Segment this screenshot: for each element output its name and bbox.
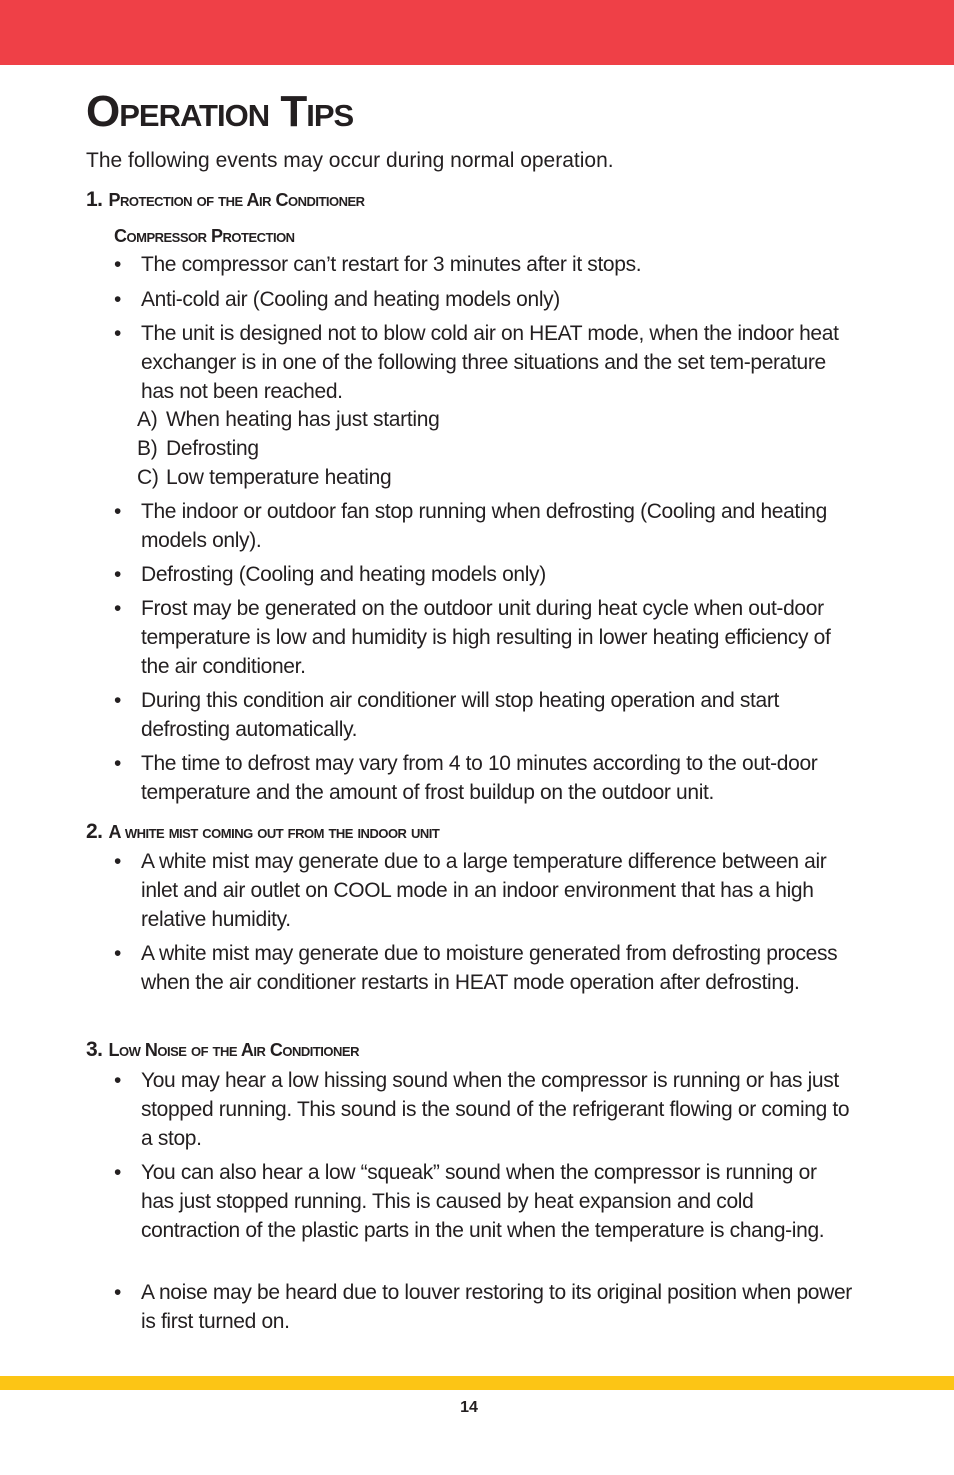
- bullet-icon: •: [114, 1161, 122, 1184]
- bullet-icon: •: [114, 1281, 122, 1304]
- list-item: [114, 939, 854, 997]
- list-item-text: The time to defrost may vary from 4 to 10 minutes according to the out-door temperature and the amount of frost buildup on the outdoor unit.: [141, 752, 818, 804]
- situation-item: [137, 434, 259, 463]
- list-item-text: You may hear a low hissing sound when the compressor is running or has just stopped running. This sound is the sound of the refrigerant flowing or coming to a stop.: [141, 1069, 850, 1150]
- bullet-icon: •: [114, 850, 122, 873]
- top-color-band: [0, 0, 954, 65]
- bottom-color-band: [0, 1376, 954, 1390]
- list-item: [114, 319, 854, 406]
- section-number: 3.: [86, 1038, 103, 1061]
- list-item-text: The compressor can’t restart for 3 minutes after it stops.: [141, 253, 642, 276]
- section-title: Protection of the Air Conditioner: [108, 190, 365, 210]
- list-item-text: You can also hear a low “squeak” sound when the compressor is running or has just stopped running. This is caused by heat expansion and cold contraction of the plastic parts in the unit when the temperature is chang-ing.: [141, 1161, 825, 1242]
- bullet-icon: •: [114, 942, 122, 965]
- bullet-icon: •: [114, 288, 122, 311]
- section-title: A white mist coming out from the indoor unit: [108, 822, 440, 842]
- section-title: Low Noise of the Air Conditioner: [108, 1040, 359, 1060]
- list-item-text: During this condition air conditioner will stop heating operation and start defrosting automatically.: [141, 689, 779, 741]
- bullet-icon: •: [114, 500, 122, 523]
- list-item-text: A noise may be heard due to louver restoring to its original position when power is first turned on.: [141, 1281, 852, 1333]
- bullet-icon: •: [114, 253, 122, 276]
- list-item: [114, 686, 854, 744]
- list-item: [114, 749, 854, 807]
- page-title: Operation Tips: [86, 87, 354, 136]
- list-item: [114, 250, 854, 279]
- situation-text: Low temperature heating: [166, 466, 392, 489]
- list-item: [114, 594, 854, 681]
- list-item: [114, 1278, 854, 1336]
- bullet-icon: •: [114, 1069, 122, 1092]
- bullet-icon: •: [114, 689, 122, 712]
- section-number: 1.: [86, 188, 103, 211]
- list-item: [114, 560, 854, 589]
- situation-item: [137, 405, 440, 434]
- situation-item: [137, 463, 391, 492]
- situation-text: Defrosting: [166, 437, 259, 460]
- situation-letter: C): [137, 466, 159, 489]
- situation-letter: A): [137, 408, 158, 431]
- list-item-text: The unit is designed not to blow cold air on HEAT mode, when the indoor heat exchanger is in one of the following three situations and the set tem-perature has not been reached.: [141, 322, 839, 403]
- bullet-icon: •: [114, 597, 122, 620]
- section-heading-white-mist: [86, 820, 439, 844]
- list-item: [114, 847, 854, 934]
- list-item-text: Frost may be generated on the outdoor unit during heat cycle when out-door temperature is low and humidity is high resulting in lower heating efficiency of the air conditioner.: [141, 597, 831, 678]
- list-item: [114, 497, 854, 555]
- list-item-text: Anti-cold air (Cooling and heating models only): [141, 288, 560, 311]
- list-item: [114, 285, 854, 314]
- list-item: [114, 1158, 854, 1245]
- section-number: 2.: [86, 820, 103, 843]
- section-heading-low-noise: [86, 1038, 359, 1062]
- list-item-text: Defrosting (Cooling and heating models only): [141, 563, 546, 586]
- list-item-text: A white mist may generate due to moisture generated from defrosting process when the air conditioner restarts in HEAT mode operation after defrosting.: [141, 942, 838, 994]
- list-item-text: A white mist may generate due to a large temperature difference between air inlet and air outlet on COOL mode in an indoor environment that has a high relative humidity.: [141, 850, 827, 931]
- list-item-text: The indoor or outdoor fan stop running when defrosting (Cooling and heating models only).: [141, 500, 827, 552]
- bullet-icon: •: [114, 752, 122, 775]
- intro-text: The following events may occur during normal operation.: [86, 149, 614, 172]
- situation-letter: B): [137, 437, 158, 460]
- page-number: 14: [460, 1399, 478, 1416]
- bullet-icon: •: [114, 322, 122, 345]
- situation-text: When heating has just starting: [166, 408, 440, 431]
- bullet-icon: •: [114, 563, 122, 586]
- list-item: [114, 1066, 854, 1153]
- section-heading-protection: [86, 188, 365, 212]
- subheading-compressor-protection: Compressor Protection: [114, 226, 295, 246]
